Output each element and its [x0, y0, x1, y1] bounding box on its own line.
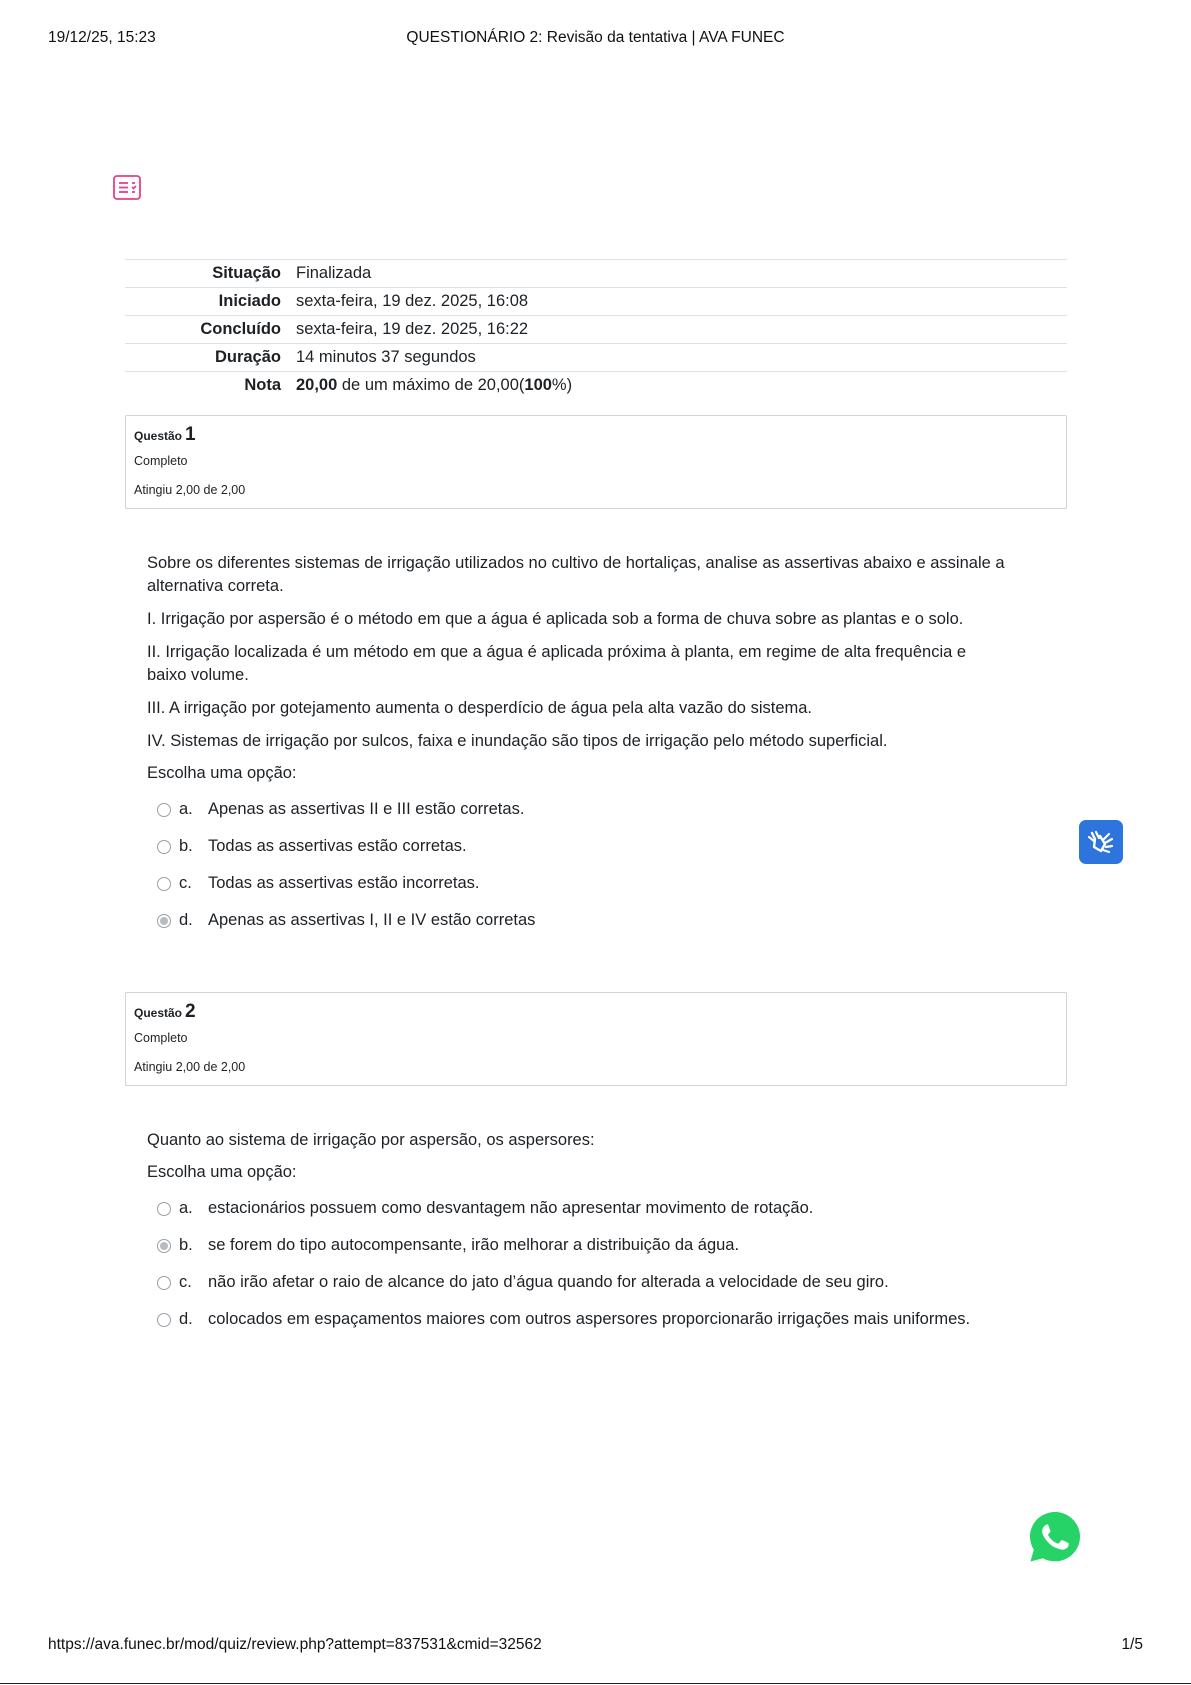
- option-text: estacionários possuem como desvantagem não apresentar movimento de rotação.: [208, 1199, 814, 1217]
- radio-button-selected[interactable]: [157, 914, 171, 928]
- question-1-info: [125, 415, 1067, 509]
- radio-button[interactable]: [157, 840, 171, 854]
- option-letter: b.: [179, 837, 193, 855]
- option-letter: c.: [179, 874, 192, 892]
- summary-label: Duração: [214, 348, 281, 366]
- answer-option-d[interactable]: [155, 911, 1015, 948]
- grade-middle: de um máximo de 20,00(: [337, 376, 525, 394]
- print-date: 19/12/25, 15:23: [48, 29, 156, 46]
- question-paragraph: III. A irrigação por gotejamento aumenta o desperdício de água pela alta vazão do sistema.: [147, 699, 813, 717]
- question-1-prompt: Escolha uma opção:: [147, 764, 297, 782]
- question-paragraph: I. Irrigação por aspersão é o método em que a água é aplicada sob a forma de chuva sobre as plantas e o solo.: [147, 610, 964, 628]
- summary-row: [125, 288, 1067, 316]
- radio-button[interactable]: [157, 1276, 171, 1290]
- attempt-summary-table: [125, 259, 1067, 399]
- grade-suffix: %): [551, 376, 573, 394]
- question-label: Questão: [134, 429, 183, 443]
- option-letter: d.: [179, 1310, 193, 1328]
- answer-option-b[interactable]: [155, 1236, 1015, 1273]
- grade-label: Nota: [244, 376, 281, 394]
- question-state: Completo: [134, 454, 188, 468]
- radio-button[interactable]: [157, 1313, 171, 1327]
- print-header: [48, 29, 1143, 49]
- question-number: [134, 1001, 196, 1023]
- radio-button[interactable]: [157, 1202, 171, 1216]
- answer-option-d[interactable]: [155, 1310, 1015, 1347]
- question-2-text: [147, 1129, 1007, 1162]
- option-text: Apenas as assertivas II e III estão corretas.: [208, 800, 525, 818]
- whatsapp-button[interactable]: [1027, 1509, 1083, 1565]
- question-number-value: 2: [185, 1001, 196, 1022]
- question-1-answers: [155, 800, 1015, 948]
- option-text: se forem do tipo autocompensante, irão melhorar a distribuição da água.: [208, 1236, 740, 1254]
- page-divider: [0, 1683, 1191, 1684]
- question-2-answers: [155, 1199, 1015, 1347]
- summary-value: sexta-feira, 19 dez. 2025, 16:22: [296, 320, 529, 338]
- grade-percent: 100: [524, 376, 552, 394]
- question-paragraph: IV. Sistemas de irrigação por sulcos, faixa e inundação são tipos de irrigação pelo método superficial.: [147, 732, 888, 750]
- question-grade: Atingiu 2,00 de 2,00: [134, 1060, 246, 1074]
- summary-row: [125, 316, 1067, 344]
- question-label: Questão: [134, 1006, 183, 1020]
- question-2-info: [125, 992, 1067, 1086]
- question-number: [134, 424, 196, 446]
- summary-row: [125, 260, 1067, 288]
- option-text: Todas as assertivas estão corretas.: [208, 837, 467, 855]
- question-number-value: 1: [185, 424, 196, 445]
- question-paragraph: Sobre os diferentes sistemas de irrigação utilizados no cultivo de hortaliças, analise as assertivas abaixo e assinale a alternativa correta.: [147, 554, 1005, 595]
- option-letter: a.: [179, 1199, 193, 1217]
- option-letter: d.: [179, 911, 193, 929]
- print-page-title: QUESTIONÁRIO 2: Revisão da tentativa | AVA FUNEC: [406, 29, 785, 46]
- summary-value: Finalizada: [296, 264, 372, 282]
- page-number: 1/5: [1121, 1636, 1143, 1653]
- answer-option-a[interactable]: [155, 800, 1015, 837]
- whatsapp-icon: [1027, 1509, 1083, 1565]
- grade-score: 20,00: [296, 376, 338, 394]
- radio-button-selected[interactable]: [157, 1239, 171, 1253]
- option-text: não irão afetar o raio de alcance do jato d’água quando for alterada a velocidade de seu giro.: [208, 1273, 889, 1291]
- option-letter: c.: [179, 1273, 192, 1291]
- question-2-prompt: Escolha uma opção:: [147, 1163, 297, 1181]
- question-paragraph: Quanto ao sistema de irrigação por aspersão, os aspersores:: [147, 1131, 595, 1149]
- quiz-navigation-icon[interactable]: [113, 175, 141, 200]
- summary-row: [125, 344, 1067, 372]
- option-text: Apenas as assertivas I, II e IV estão corretas: [208, 911, 536, 929]
- option-letter: b.: [179, 1236, 193, 1254]
- summary-row-grade: [125, 372, 1067, 400]
- option-letter: a.: [179, 800, 193, 818]
- answer-option-c[interactable]: [155, 1273, 1015, 1310]
- option-text: colocados em espaçamentos maiores com outros aspersores proporcionarão irrigações mais uniformes.: [208, 1310, 971, 1328]
- answer-option-a[interactable]: [155, 1199, 1015, 1236]
- question-1-text: [147, 552, 1007, 763]
- question-grade: Atingiu 2,00 de 2,00: [134, 483, 246, 497]
- answer-option-b[interactable]: [155, 837, 1015, 874]
- summary-value: sexta-feira, 19 dez. 2025, 16:08: [296, 292, 529, 310]
- summary-label: Iniciado: [218, 292, 281, 310]
- question-state: Completo: [134, 1031, 188, 1045]
- summary-label: Situação: [212, 264, 281, 282]
- radio-button[interactable]: [157, 877, 171, 891]
- page-url: https://ava.funec.br/mod/quiz/review.php?attempt=837531&cmid=32562: [48, 1636, 542, 1653]
- libras-accessibility-button[interactable]: [1079, 820, 1123, 864]
- question-paragraph: II. Irrigação localizada é um método em que a água é aplicada próxima à planta, em regime de alta frequência e baixo volume.: [147, 643, 967, 684]
- summary-value: 14 minutos 37 segundos: [296, 348, 476, 366]
- summary-label: Concluído: [200, 320, 281, 338]
- radio-button[interactable]: [157, 803, 171, 817]
- grade-value: [296, 372, 1067, 400]
- sign-language-hands-icon: [1079, 820, 1123, 864]
- answer-option-c[interactable]: [155, 874, 1015, 911]
- option-text: Todas as assertivas estão incorretas.: [208, 874, 480, 892]
